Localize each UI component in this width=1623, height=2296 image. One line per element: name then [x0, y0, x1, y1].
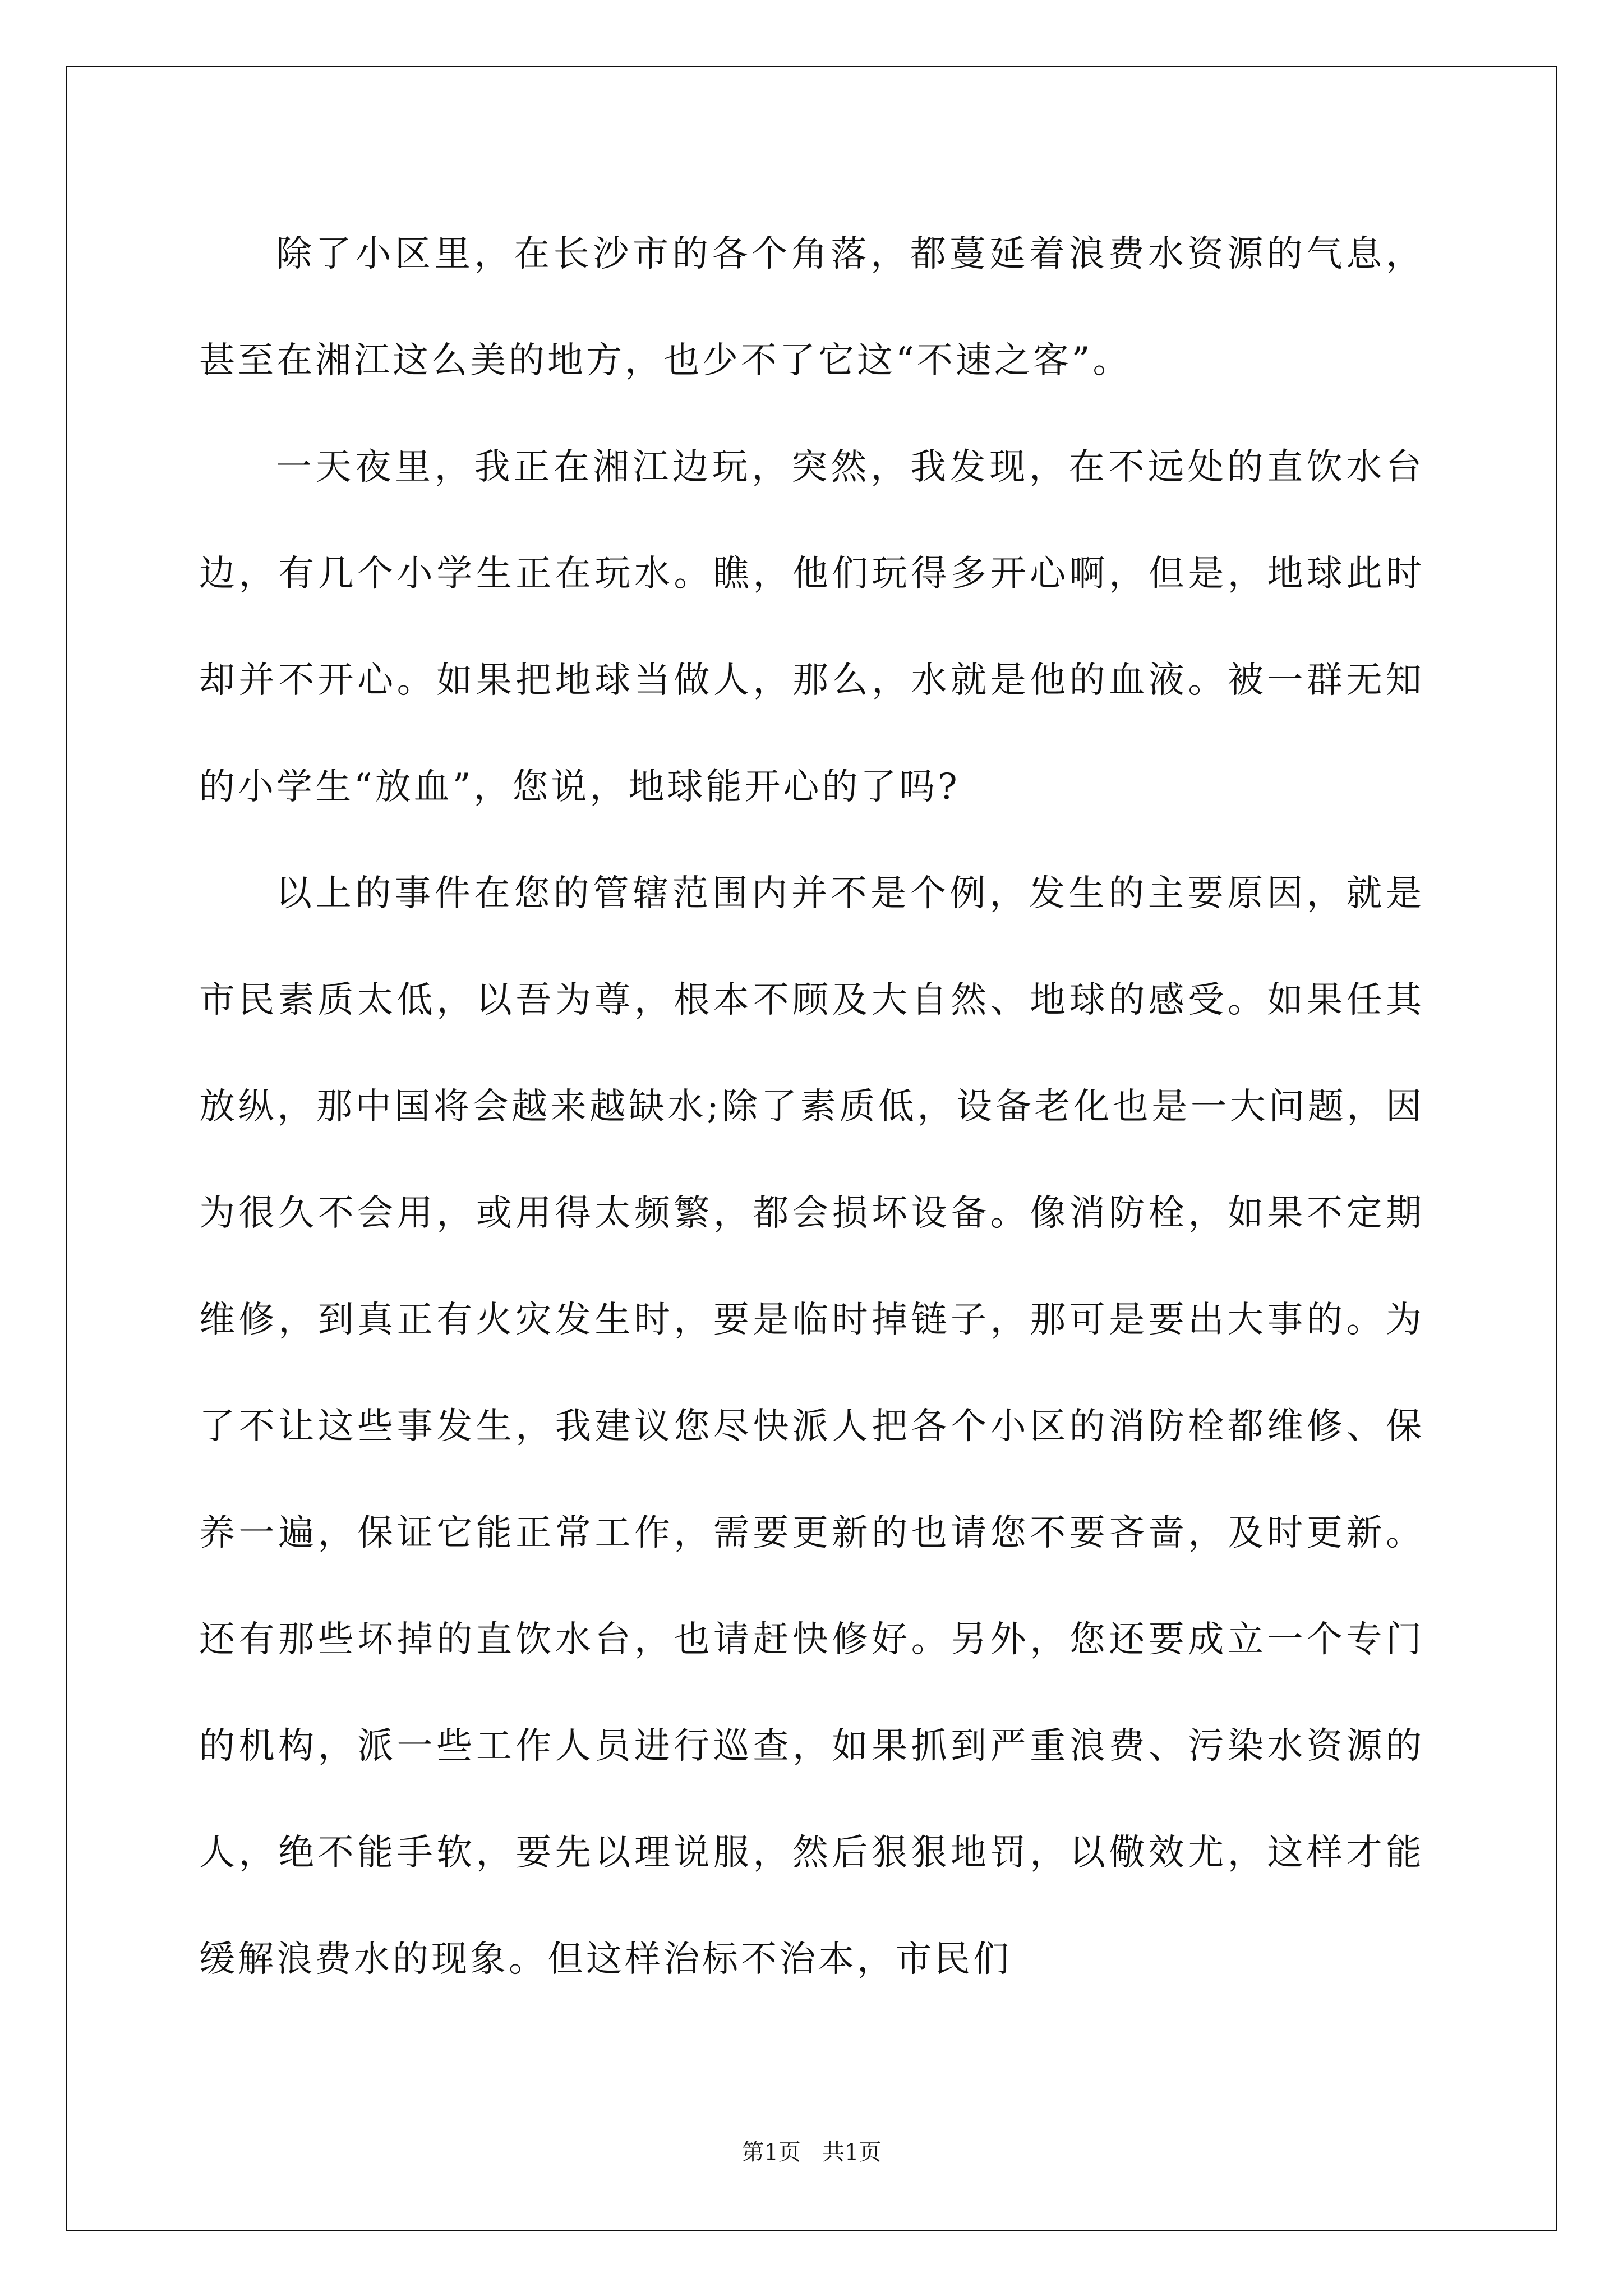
- paragraph-1: 除了小区里，在长沙市的各个角落，都蔓延着浪费水资源的气息，甚至在湘江这么美的地方，也少不了它这“不速之客”。: [199, 233, 1424, 381]
- page-footer: 第1页 共1页: [741, 2139, 882, 2165]
- document-body: [199, 201, 1424, 2013]
- paragraph-2: 一天夜里，我正在湘江边玩，突然，我发现，在不远处的直饮水台边，有几个小学生正在玩水。瞧，他们玩得多开心啊，但是，地球此时却并不开心。如果把地球当做人，那么，水就是他的血液。被一群无知的小学生“放血”，您说，地球能开心的了吗?: [199, 447, 1424, 808]
- paragraph-3: 以上的事件在您的管辖范围内并不是个例，发生的主要原因，就是市民素质太低，以吾为尊，根本不顾及大自然、地球的感受。如果任其放纵，那中国将会越来越缺水;除了素质低，设备老化也是一大问题，因为很久不会用，或用得太频繁，都会损坏设备。像消防栓，如果不定期维修，到真正有火灾发生时，要是临时掉链子，那可是要出大事的。为了不让这些事发生，我建议您尽快派人把各个小区的消防栓都维修、保养一遍，保证它能正常工作，需要更新的也请您不要吝啬，及时更新。还有那些坏掉的直饮水台，也请赶快修好。另外，您还要成立一个专门的机构，派一些工作人员进行巡查，如果抓到严重浪费、污染水资源的人，绝不能手软，要先以理说服，然后狠狠地罚，以儆效尤，这样才能缓解浪费水的现象。但这样治标不治本，市民们: [199, 873, 1424, 1980]
